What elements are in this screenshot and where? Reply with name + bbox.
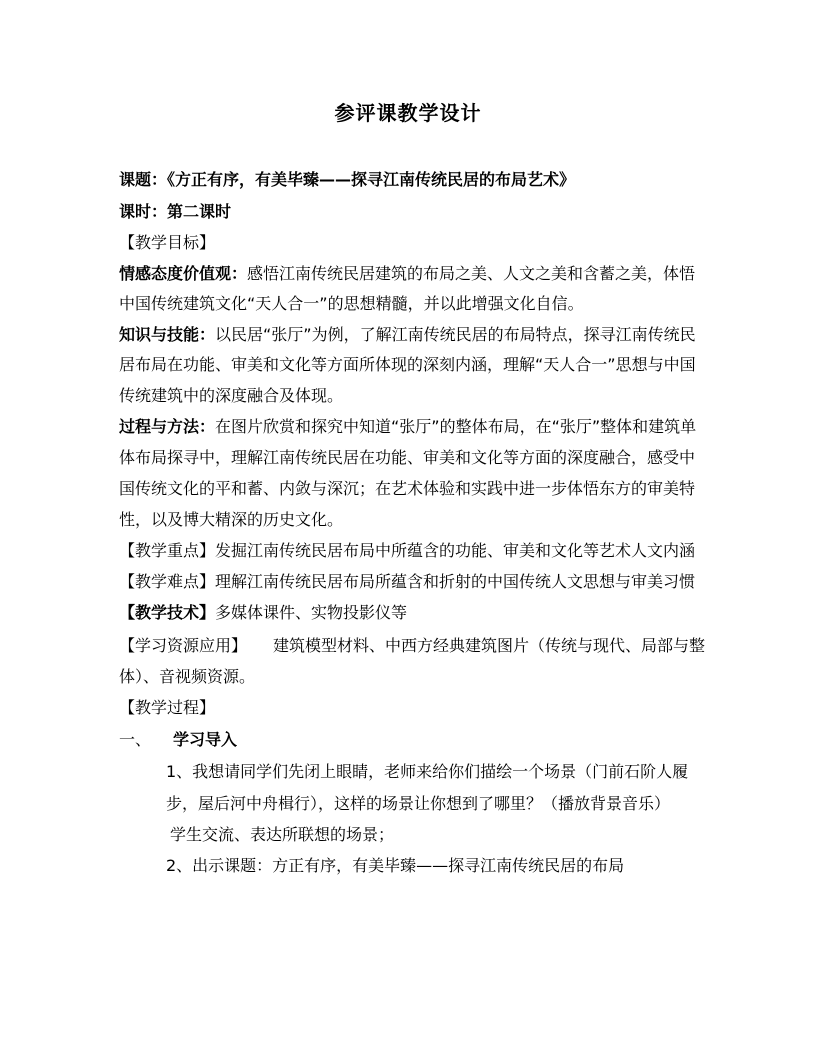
process-heading: 【教学过程】 [119, 698, 216, 717]
knowledge-line-1 [119, 325, 696, 345]
resources-line-2: 体）、音视频资源。 [119, 667, 256, 686]
emotion-label: 情感态度价值观： [119, 264, 248, 283]
emotion-line-2: 中国传统建筑文化“天人合一”的思想精髓，并以此增强文化自信。 [119, 294, 584, 313]
knowledge-line-2: 居布局在功能、审美和文化等方面所体现的深刻内涵，理解“天人合一”思想与中国 [119, 355, 696, 374]
process-line-2: 体布局探寻中，理解江南传统民居在功能、审美和文化等方面的深度融合，感受中 [119, 448, 696, 467]
period-value: 第二课时 [167, 202, 232, 221]
section-1-title: 学习导入 [173, 730, 238, 749]
section-1-student-activity: 学生交流、表达所联想的场景； [170, 825, 395, 844]
difficulty-label: 【教学难点】 [119, 572, 216, 591]
difficulty-line [119, 572, 695, 592]
technology-text: 多媒体课件、实物投影仪等 [215, 603, 408, 622]
topic-line [119, 170, 575, 190]
process-text: 在图片欣赏和探究中知道“张厅”的整体布局，在“张厅”整体和建筑单 [215, 417, 697, 436]
technology-line [119, 603, 407, 623]
document-title: 参评课教学设计 [334, 101, 482, 125]
process-line-4: 性，以及博大精深的历史文化。 [119, 510, 344, 529]
section-1-heading [119, 730, 237, 750]
resources-label: 【学习资源应用】 [119, 636, 248, 655]
key-point-text: 发掘江南传统民居布局中所蕴含的功能、审美和文化等艺术人文内涵 [215, 541, 696, 560]
objectives-heading: 【教学目标】 [119, 233, 216, 252]
difficulty-text: 理解江南传统民居布局所蕴含和折射的中国传统人文思想与审美习惯 [215, 572, 696, 591]
process-line-3: 国传统文化的平和蓄、内敛与深沉；在艺术体验和实践中进一步体悟东方的审美特 [119, 479, 696, 498]
section-1-item-1-cont: 步，屋后河中舟楫行），这样的场景让你想到了哪里？（播放背景音乐） [166, 794, 671, 813]
section-1-item-1: 1、我想请同学们先闭上眼睛，老师来给你们描绘一个场景（门前石阶人履 [166, 762, 689, 781]
knowledge-text: 以民居“张厅”为例，了解江南传统民居的布局特点，探寻江南传统民 [215, 325, 696, 344]
knowledge-line-3: 传统建筑中的深度融合及体现。 [119, 386, 344, 405]
topic-value: 《方正有序，有美毕臻——探寻江南传统民居的布局艺术》 [167, 170, 576, 189]
resources-text: 建筑模型材料、中西方经典建筑图片（传统与现代、局部与整 [273, 636, 706, 655]
key-point-line [119, 541, 695, 561]
topic-label: 课题： [119, 170, 168, 189]
period-line [119, 202, 231, 222]
knowledge-label: 知识与技能： [119, 325, 216, 344]
period-label: 课时： [119, 202, 168, 221]
resources-line-1 [119, 636, 705, 656]
technology-label: 【教学技术】 [119, 603, 216, 622]
key-point-label: 【教学重点】 [119, 541, 216, 560]
section-1-number: 一、 [119, 730, 152, 749]
process-label: 过程与方法： [119, 417, 216, 436]
section-1-item-2: 2、出示课题：方正有序，有美毕臻——探寻江南传统民居的布局 [166, 856, 625, 875]
process-line-1 [119, 417, 696, 437]
emotion-text: 感悟江南传统民居建筑的布局之美、人文之美和含蓄之美，体悟 [247, 264, 696, 283]
emotion-line-1 [119, 264, 695, 284]
